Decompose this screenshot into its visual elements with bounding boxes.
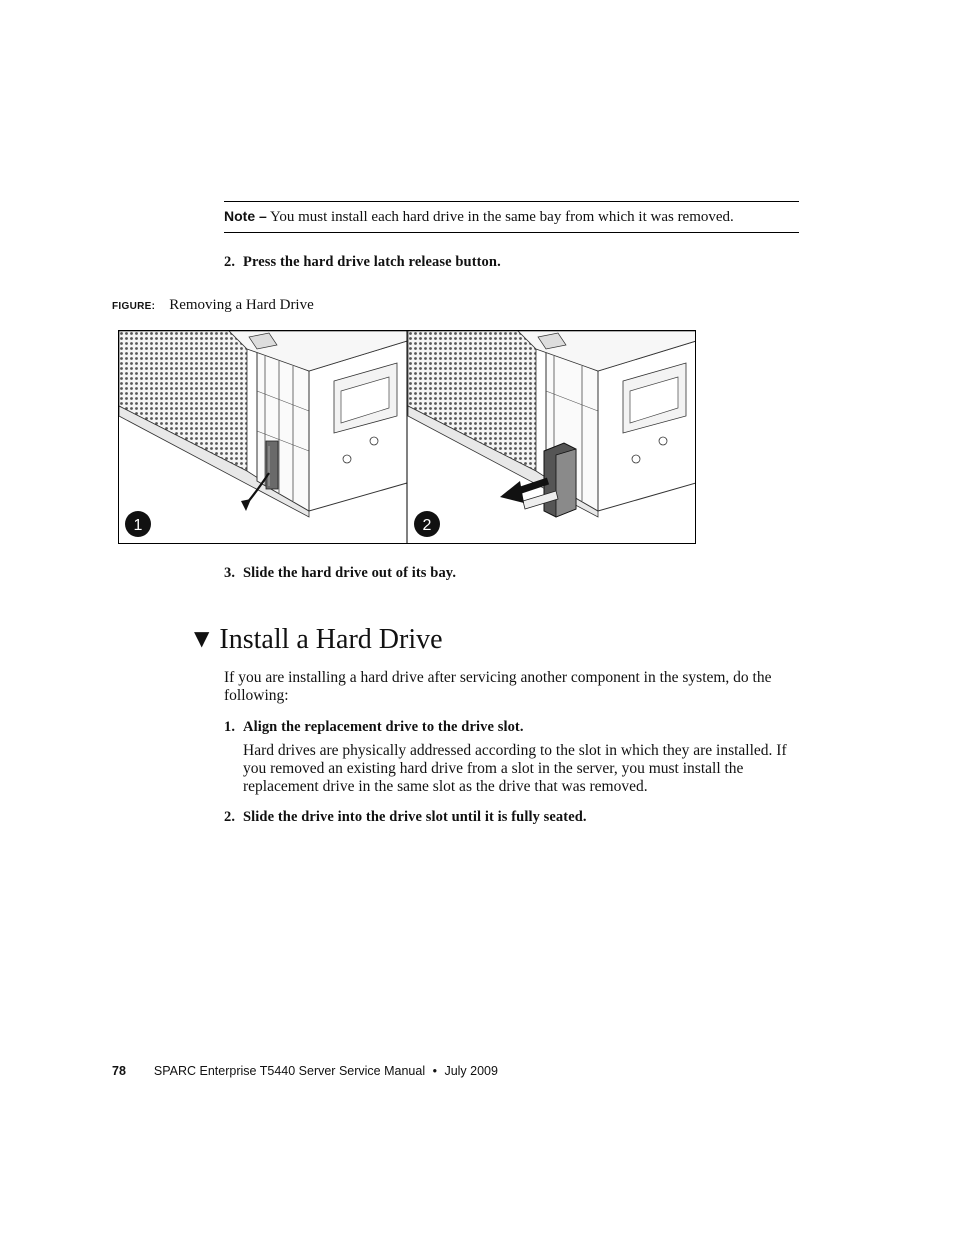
manual-title: SPARC Enterprise T5440 Server Service Manual [153, 1064, 426, 1078]
section-heading [194, 620, 443, 658]
note-label: Note – [224, 208, 267, 224]
page-number: 78 [112, 1064, 126, 1078]
figure-illustration [119, 331, 695, 543]
triangle-bullet-icon: ▼ [194, 626, 210, 650]
footer-separator: • [432, 1064, 437, 1078]
figure-removing-hard-drive [118, 330, 696, 544]
step-text: Slide the drive into the drive slot until it is fully seated. [243, 809, 587, 825]
figure-title: Removing a Hard Drive [169, 297, 314, 313]
step-press-latch [224, 254, 501, 271]
step-number: 2. [224, 809, 236, 825]
section-title: Install a Hard Drive [219, 624, 443, 655]
step-text: Align the replacement drive to the drive slot. [243, 719, 524, 735]
step-text: Slide the hard drive out of its bay. [243, 565, 457, 581]
step-slide-in [224, 809, 587, 826]
step-number: 2. [224, 254, 236, 270]
manual-date: July 2009 [444, 1064, 498, 1078]
step-number: 3. [224, 565, 236, 581]
note-text: You must install each hard drive in the same bay from which it was removed. [270, 209, 734, 225]
figure-label: FIGURE: [112, 301, 156, 312]
step-slide-out [224, 565, 456, 582]
page-footer [112, 1064, 498, 1078]
section-intro: If you are installing a hard drive after servicing another component in the system, do the following: [224, 669, 772, 704]
panel-1 [119, 331, 407, 537]
step-text: Press the hard drive latch release button. [243, 254, 501, 270]
note [224, 206, 804, 227]
figure-caption [112, 297, 314, 314]
panel-2-number: 2 [422, 517, 432, 534]
step-body: Hard drives are physically addressed according to the slot in which they are installed. If you removed an existing hard drive from a slot in the server, you must install the replacement drive in the same slot as the drive that was removed. [243, 742, 787, 795]
panel-2 [408, 331, 695, 537]
note-bottom-rule [224, 232, 799, 233]
panel-1-number: 1 [133, 517, 143, 534]
step-number: 1. [224, 719, 236, 735]
note-top-rule [224, 201, 799, 202]
step-align-drive [224, 719, 524, 736]
